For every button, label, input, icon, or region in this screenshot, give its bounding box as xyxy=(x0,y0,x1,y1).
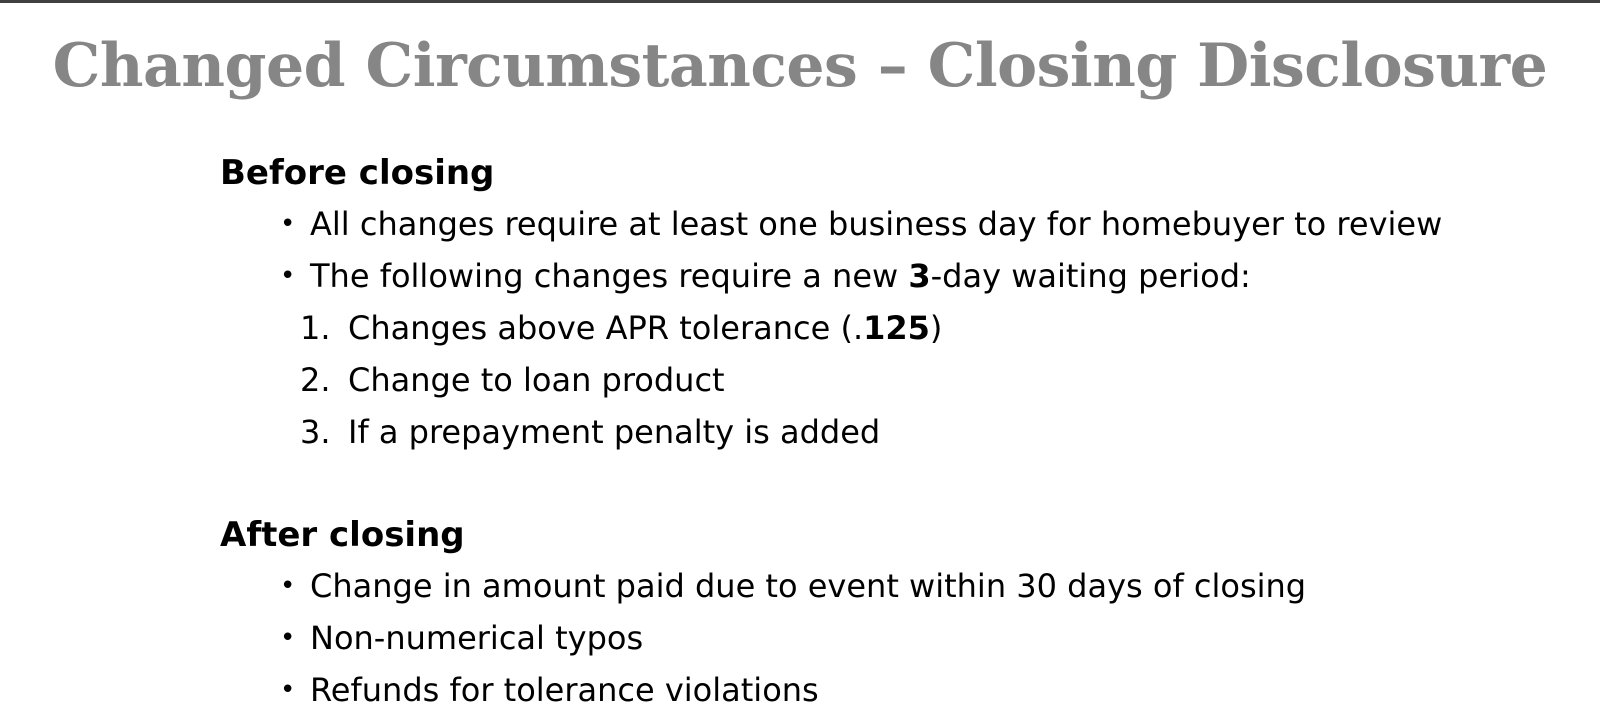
item-number: 1. xyxy=(300,309,331,347)
after-closing-bullets xyxy=(220,560,1560,716)
waiting-period-list xyxy=(220,302,1560,458)
bullet-item xyxy=(280,198,1560,250)
slide-title: Changed Circumstances – Closing Disclosure xyxy=(52,31,1548,101)
bullet-text: Refunds for tolerance violations xyxy=(310,671,819,709)
bullet-dot-icon: • xyxy=(280,209,296,239)
bullet-text-end: -day waiting period: xyxy=(930,257,1251,295)
item-text-end: ) xyxy=(929,309,943,347)
item-text-start: Changes above APR tolerance (. xyxy=(348,309,864,347)
numbered-item xyxy=(300,406,1560,458)
section-heading-after-closing: After closing xyxy=(220,515,465,555)
item-number: 3. xyxy=(300,413,331,451)
section-spacer xyxy=(220,458,1560,510)
bullet-dot-icon: • xyxy=(280,571,296,601)
numbered-item xyxy=(300,302,1560,354)
item-text: Change to loan product xyxy=(348,361,725,399)
before-closing-bullets xyxy=(220,198,1560,302)
top-rule xyxy=(0,0,1600,3)
bullet-dot-icon: • xyxy=(280,675,296,705)
bullet-text-emphasis: 3 xyxy=(908,257,931,295)
bullet-text: Change in amount paid due to event within 30 days of closing xyxy=(310,567,1307,605)
section-heading-before-closing: Before closing xyxy=(220,153,495,193)
bullet-item xyxy=(280,250,1560,302)
item-text-emphasis: 125 xyxy=(863,309,930,347)
item-number: 2. xyxy=(300,361,331,399)
bullet-dot-icon: • xyxy=(280,261,296,291)
numbered-item xyxy=(300,354,1560,406)
item-text: If a prepayment penalty is added xyxy=(348,413,881,451)
slide-content xyxy=(220,148,1560,716)
bullet-item xyxy=(280,664,1560,716)
bullet-text: All changes require at least one business day for homebuyer to review xyxy=(310,205,1443,243)
bullet-text-start: The following changes require a new xyxy=(310,257,909,295)
bullet-item xyxy=(280,560,1560,612)
bullet-text: Non-numerical typos xyxy=(310,619,644,657)
bullet-dot-icon: • xyxy=(280,623,296,653)
bullet-item xyxy=(280,612,1560,664)
